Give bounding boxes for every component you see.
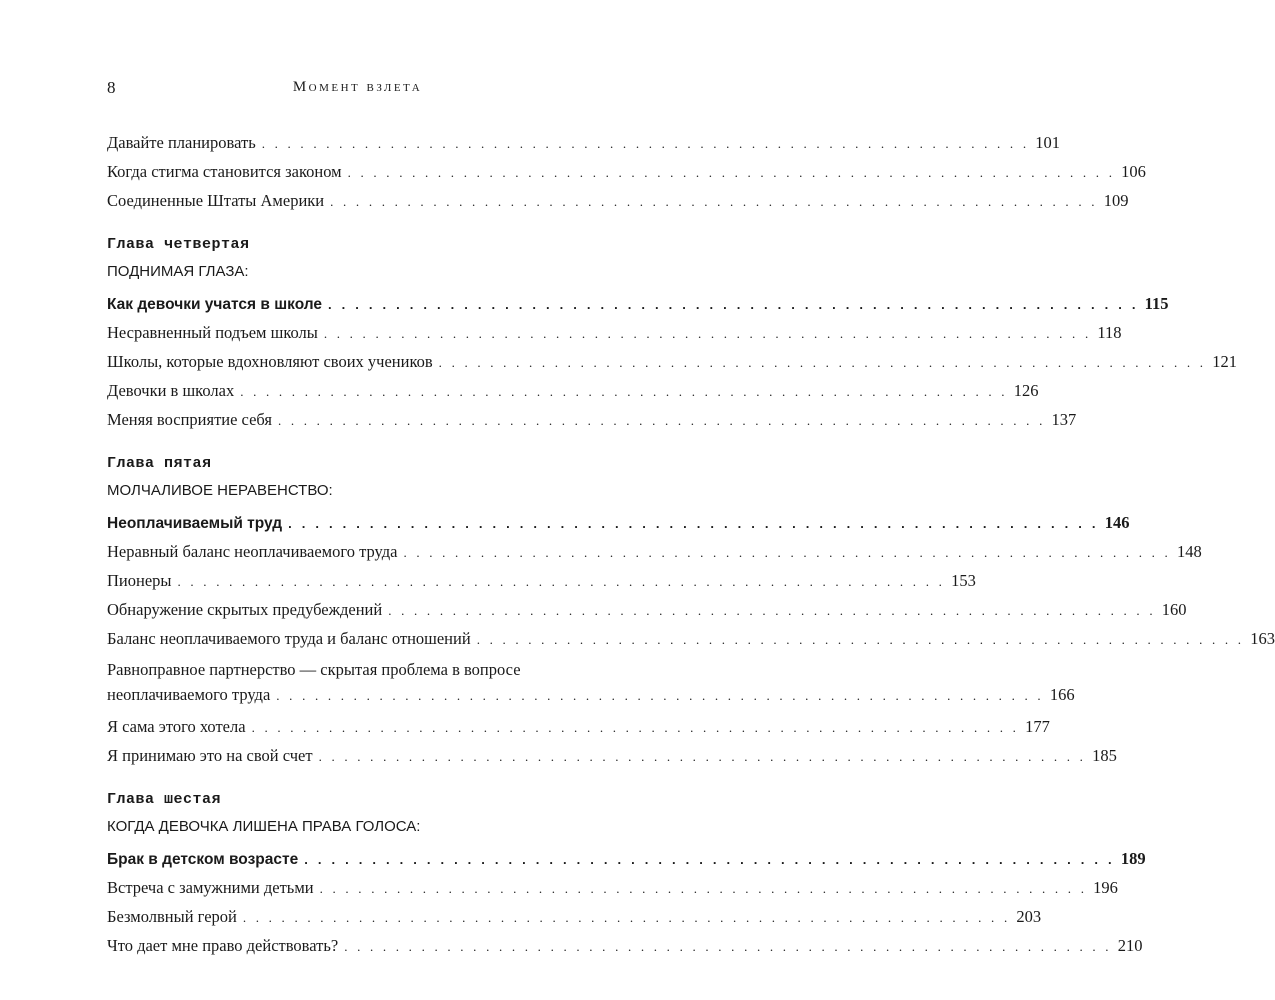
toc-entry-title: Когда стигма становится законом (107, 162, 342, 181)
toc-entry-page: 210 (1117, 936, 1143, 955)
toc-entry-title: Несравненный подъем школы (107, 323, 318, 342)
toc-entry-page: 115 (1144, 294, 1169, 313)
chapter-label: Глава четвертая (107, 236, 250, 253)
toc-entry[interactable] (107, 318, 1122, 347)
toc-entry-page: 196 (1093, 878, 1118, 897)
toc-entry-page: 166 (1049, 685, 1075, 704)
toc-entry[interactable] (107, 653, 1075, 712)
toc-entry[interactable] (107, 376, 1039, 405)
toc-entry-page: 146 (1104, 513, 1130, 532)
toc-entry-page: 177 (1025, 717, 1050, 736)
toc-entry-title: Девочки в школах (107, 381, 235, 400)
toc-entry[interactable] (107, 844, 1146, 873)
toc-entry[interactable] (107, 741, 1117, 770)
dot-leader: . . . . . . . . . . . . . . . . . . . . . . . . . . . . . . . . . . . . . . . . . . . . . . . . . . . . . . . . . . . . (476, 632, 1245, 647)
chapter-section (107, 786, 1146, 960)
chapter-title: ПОДНИМАЯ ГЛАЗА: (107, 263, 249, 280)
dot-leader: . . . . . . . . . . . . . . . . . . . . . . . . . . . . . . . . . . . . . . . . . . . . . . . . . . . . . . . . . . . . (344, 939, 1112, 954)
dot-leader: . . . . . . . . . . . . . . . . . . . . . . . . . . . . . . . . . . . . . . . . . . . . . . . . . . . . . . . . . . . . (304, 852, 1115, 867)
toc-entry[interactable] (107, 537, 1202, 566)
toc-entry-title: Встреча с замужними детьми (107, 878, 314, 897)
toc-entry[interactable] (107, 405, 1077, 434)
dot-leader: . . . . . . . . . . . . . . . . . . . . . . . . . . . . . . . . . . . . . . . . . . . . . . . . . . . . . . . . . . . . (388, 603, 1156, 618)
toc-entry-title: Безмолвный герой (107, 907, 237, 926)
toc-entry-page: 185 (1092, 746, 1117, 765)
chapter-section (107, 231, 1237, 434)
dot-leader: . . . . . . . . . . . . . . . . . . . . . . . . . . . . . . . . . . . . . . . . . . . . . . . . . . . . . . . . . . . . (403, 545, 1172, 560)
toc-entry-title: Обнаружение скрытых предубеждений (107, 600, 383, 619)
toc-entry[interactable] (107, 289, 1169, 318)
toc-entry[interactable] (107, 712, 1050, 741)
chapter-title: МОЛЧАЛИВОЕ НЕРАВЕНСТВО: (107, 482, 333, 499)
toc-entry-page: 189 (1120, 849, 1146, 868)
toc-entry-title: Давайте планировать (107, 133, 256, 152)
toc-entry-title: Как девочки учатся в школе (107, 296, 323, 313)
toc-entry-page: 153 (951, 571, 976, 590)
toc-entry[interactable] (107, 347, 1237, 376)
toc-entry-page: 126 (1013, 381, 1039, 400)
toc-entry-page: 160 (1161, 600, 1187, 619)
toc-entry-title: Неоплачиваемый труд (107, 515, 283, 532)
toc-entry-page: 118 (1097, 323, 1122, 342)
toc-entry-page: 148 (1177, 542, 1202, 561)
toc-entry[interactable] (107, 931, 1143, 960)
running-title: Момент взлета (292, 79, 423, 95)
toc-entry-title: Равноправное партнерство — скрытая проблема в вопросе (107, 660, 521, 679)
toc-entry-title: Я принимаю это на свой счет (107, 746, 313, 765)
page-header (107, 78, 608, 102)
toc-entry-page: 106 (1121, 162, 1146, 181)
chapter-label: Глава пятая (107, 455, 212, 472)
chapter-title: КОГДА ДЕВОЧКА ЛИШЕНА ПРАВА ГОЛОСА: (107, 818, 421, 835)
chapter-label: Глава шестая (107, 791, 222, 808)
dot-leader: . . . . . . . . . . . . . . . . . . . . . . . . . . . . . . . . . . . . . . . . . . . . . . . . . . . . . . . . . . . . (277, 413, 1046, 428)
toc-entry-page: 137 (1051, 410, 1077, 429)
toc-entry[interactable] (107, 186, 1129, 215)
dot-leader: . . . . . . . . . . . . . . . . . . . . . . . . . . . . . . . . . . . . . . . . . . . . . . . . . . . . . . . . . . . . (261, 136, 1030, 151)
toc-entry[interactable] (107, 595, 1187, 624)
toc-entry-page: 163 (1250, 629, 1275, 648)
dot-leader: . . . . . . . . . . . . . . . . . . . . . . . . . . . . . . . . . . . . . . . . . . . . . . . . . . . . . . . . . . . . (319, 881, 1088, 896)
dot-leader: . . . . . . . . . . . . . . . . . . . . . . . . . . . . . . . . . . . . . . . . . . . . . . . . . . . . . . . . . . . . (330, 194, 1098, 209)
toc-entry-title: Пионеры (107, 571, 172, 590)
dot-leader: . . . . . . . . . . . . . . . . . . . . . . . . . . . . . . . . . . . . . . . . . . . . . . . . . . . . . . . . . . . . (242, 910, 1011, 925)
dot-leader: . . . . . . . . . . . . . . . . . . . . . . . . . . . . . . . . . . . . . . . . . . . . . . . . . . . . . . . . . . . . (288, 516, 1099, 531)
toc-entry-title: Брак в детском возрасте (107, 851, 299, 868)
toc-entry-title: Меняя восприятие себя (107, 410, 272, 429)
toc-entry-title: Я сама этого хотела (107, 717, 246, 736)
chapter-section (107, 450, 1275, 770)
toc-entry[interactable] (107, 624, 1275, 653)
toc-entry-title: Что дает мне право действовать? (107, 936, 339, 955)
toc-entry-page: 203 (1016, 907, 1042, 926)
toc-entry-page: 109 (1103, 191, 1129, 210)
dot-leader: . . . . . . . . . . . . . . . . . . . . . . . . . . . . . . . . . . . . . . . . . . . . . . . . . . . . . . . . . . . . (251, 720, 1020, 735)
toc-entry[interactable] (107, 128, 1061, 157)
toc-entry[interactable] (107, 873, 1118, 902)
table-of-contents (107, 128, 1275, 960)
dot-leader: . . . . . . . . . . . . . . . . . . . . . . . . . . . . . . . . . . . . . . . . . . . . . . . . . . . . . . . . . . . . (177, 574, 946, 589)
toc-entry-line (107, 682, 1075, 708)
toc-entry[interactable] (107, 902, 1042, 931)
toc-entry-title: Баланс неоплачиваемого труда и баланс отношений (107, 629, 471, 648)
page-number: 8 (107, 78, 116, 97)
toc-entry[interactable] (107, 508, 1130, 537)
toc-entry-page: 101 (1035, 133, 1061, 152)
dot-leader: . . . . . . . . . . . . . . . . . . . . . . . . . . . . . . . . . . . . . . . . . . . . . . . . . . . . . . . . . . . . (240, 384, 1008, 399)
dot-leader: . . . . . . . . . . . . . . . . . . . . . . . . . . . . . . . . . . . . . . . . . . . . . . . . . . . . . . . . . . . . (347, 165, 1116, 180)
toc-entry-title-continued: неоплачиваемого труда (107, 685, 271, 704)
dot-leader: . . . . . . . . . . . . . . . . . . . . . . . . . . . . . . . . . . . . . . . . . . . . . . . . . . . . . . . . . . . . (438, 355, 1207, 370)
toc-entry[interactable] (107, 566, 976, 595)
dot-leader: . . . . . . . . . . . . . . . . . . . . . . . . . . . . . . . . . . . . . . . . . . . . . . . . . . . . . . . . . . . . (328, 297, 1139, 312)
toc-entry-title: Неравный баланс неоплачиваемого труда (107, 542, 398, 561)
toc-entry-title: Школы, которые вдохновляют своих учеников (107, 352, 433, 371)
dot-leader: . . . . . . . . . . . . . . . . . . . . . . . . . . . . . . . . . . . . . . . . . . . . . . . . . . . . . . . . . . . . (318, 749, 1087, 764)
toc-entry-title: Соединенные Штаты Америки (107, 191, 325, 210)
toc-entry-page: 121 (1212, 352, 1237, 371)
dot-leader: . . . . . . . . . . . . . . . . . . . . . . . . . . . . . . . . . . . . . . . . . . . . . . . . . . . . . . . . . . . . (276, 688, 1044, 703)
toc-entry[interactable] (107, 157, 1146, 186)
dot-leader: . . . . . . . . . . . . . . . . . . . . . . . . . . . . . . . . . . . . . . . . . . . . . . . . . . . . . . . . . . . . (323, 326, 1092, 341)
